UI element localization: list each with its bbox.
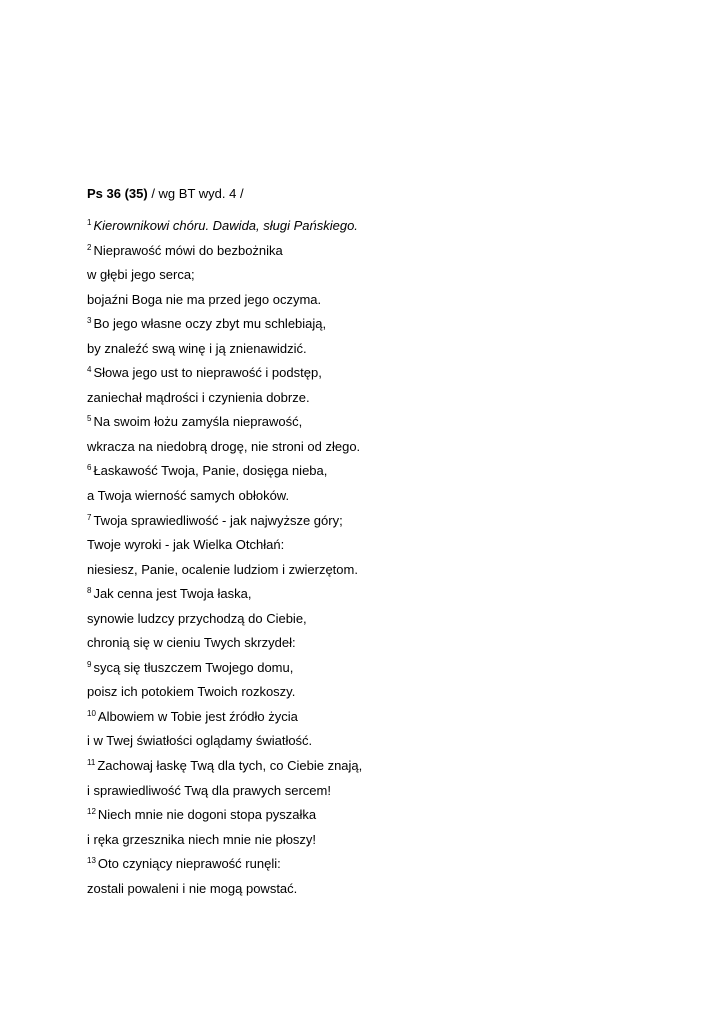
verse-text: i ręka grzesznika niech mnie nie płoszy! <box>87 831 317 847</box>
verse-number: 13 <box>87 856 96 866</box>
psalm-line <box>87 291 687 309</box>
verse-number: 3 <box>87 316 92 326</box>
psalm-line <box>87 659 687 677</box>
psalm-line <box>87 610 687 628</box>
psalm-line <box>87 389 687 407</box>
psalm-title: Ps 36 (35) <box>87 186 148 201</box>
verse-text: sycą się tłuszczem Twojego domu, <box>93 659 294 675</box>
verse-text: Słowa jego ust to nieprawość i podstęp, <box>93 365 322 381</box>
psalm-line <box>87 782 687 800</box>
verse-text: poisz ich potokiem Twoich rozkoszy. <box>87 684 296 700</box>
psalm-line <box>87 438 687 456</box>
verse-number: 10 <box>87 708 96 718</box>
verse-number: 5 <box>87 414 92 424</box>
verse-text: w głębi jego serca; <box>87 267 195 283</box>
verse-text: Niech mnie nie dogoni stopa pyszałka <box>97 807 317 823</box>
psalm-line <box>87 634 687 652</box>
psalm-line <box>87 364 687 382</box>
verse-text: zaniechał mądrości i czynienia dobrze. <box>87 389 310 405</box>
verse-text: i w Twej światłości oglądamy światłość. <box>87 733 313 749</box>
psalm-line <box>87 242 687 260</box>
document-page <box>87 185 687 904</box>
psalm-line <box>87 217 687 235</box>
verse-text: Kierownikowi chóru. Dawida, sługi Pańskiego. <box>93 218 358 233</box>
psalm-line <box>87 757 687 775</box>
psalm-line <box>87 585 687 603</box>
verse-text: by znaleźć swą winę i ją znienawidzić. <box>87 340 307 356</box>
verse-text: Łaskawość Twoja, Panie, dosięga nieba, <box>93 463 328 479</box>
verse-text: i sprawiedliwość Twą dla prawych sercem! <box>87 782 331 798</box>
verse-text: Zachowaj łaskę Twą dla tych, co Ciebie znają, <box>97 758 363 774</box>
verse-text: synowie ludzcy przychodzą do Ciebie, <box>87 610 307 626</box>
psalm-line <box>87 512 687 530</box>
psalm-line <box>87 806 687 824</box>
psalm-line <box>87 315 687 333</box>
verse-text: chronią się w cieniu Twych skrzydeł: <box>87 635 296 651</box>
verse-number: 9 <box>87 659 92 669</box>
psalm-line <box>87 536 687 554</box>
verse-text: Twoje wyroki - jak Wielka Otchłań: <box>87 537 285 553</box>
psalm-heading <box>87 185 687 203</box>
psalm-line <box>87 413 687 431</box>
psalm-line <box>87 708 687 726</box>
psalm-line <box>87 831 687 849</box>
verse-number: 12 <box>87 807 96 817</box>
verse-number: 7 <box>87 512 92 522</box>
verse-text: bojaźni Boga nie ma przed jego oczyma. <box>87 291 322 307</box>
verse-text: wkracza na niedobrą drogę, nie stroni od złego. <box>87 438 361 454</box>
verse-text: Albowiem w Tobie jest źródło życia <box>97 708 298 724</box>
psalm-line <box>87 855 687 873</box>
verse-text: Na swoim łożu zamyśla nieprawość, <box>93 414 303 430</box>
verse-number: 1 <box>87 218 92 227</box>
verse-number: 11 <box>87 758 96 768</box>
psalm-line <box>87 732 687 750</box>
psalm-text <box>87 217 687 898</box>
psalm-line <box>87 683 687 701</box>
verse-number: 2 <box>87 242 92 252</box>
psalm-translation-note: / wg BT wyd. 4 / <box>147 186 244 201</box>
verse-text: Jak cenna jest Twoja łaska, <box>93 586 252 602</box>
psalm-line <box>87 880 687 898</box>
psalm-line <box>87 340 687 358</box>
psalm-line <box>87 462 687 480</box>
psalm-line <box>87 561 687 579</box>
verse-text: Oto czyniący nieprawość runęli: <box>97 856 281 872</box>
verse-number: 4 <box>87 365 92 375</box>
psalm-line <box>87 266 687 284</box>
verse-number: 8 <box>87 586 92 596</box>
verse-text: zostali powaleni i nie mogą powstać. <box>87 880 298 896</box>
verse-text: Nieprawość mówi do bezbożnika <box>93 242 283 258</box>
verse-text: Bo jego własne oczy zbyt mu schlebiają, <box>93 316 327 332</box>
verse-text: Twoja sprawiedliwość - jak najwyższe góry; <box>93 512 343 528</box>
verse-text: a Twoja wierność samych obłoków. <box>87 488 290 504</box>
verse-number: 6 <box>87 463 92 473</box>
verse-text: niesiesz, Panie, ocalenie ludziom i zwierzętom. <box>87 561 358 577</box>
psalm-line <box>87 487 687 505</box>
